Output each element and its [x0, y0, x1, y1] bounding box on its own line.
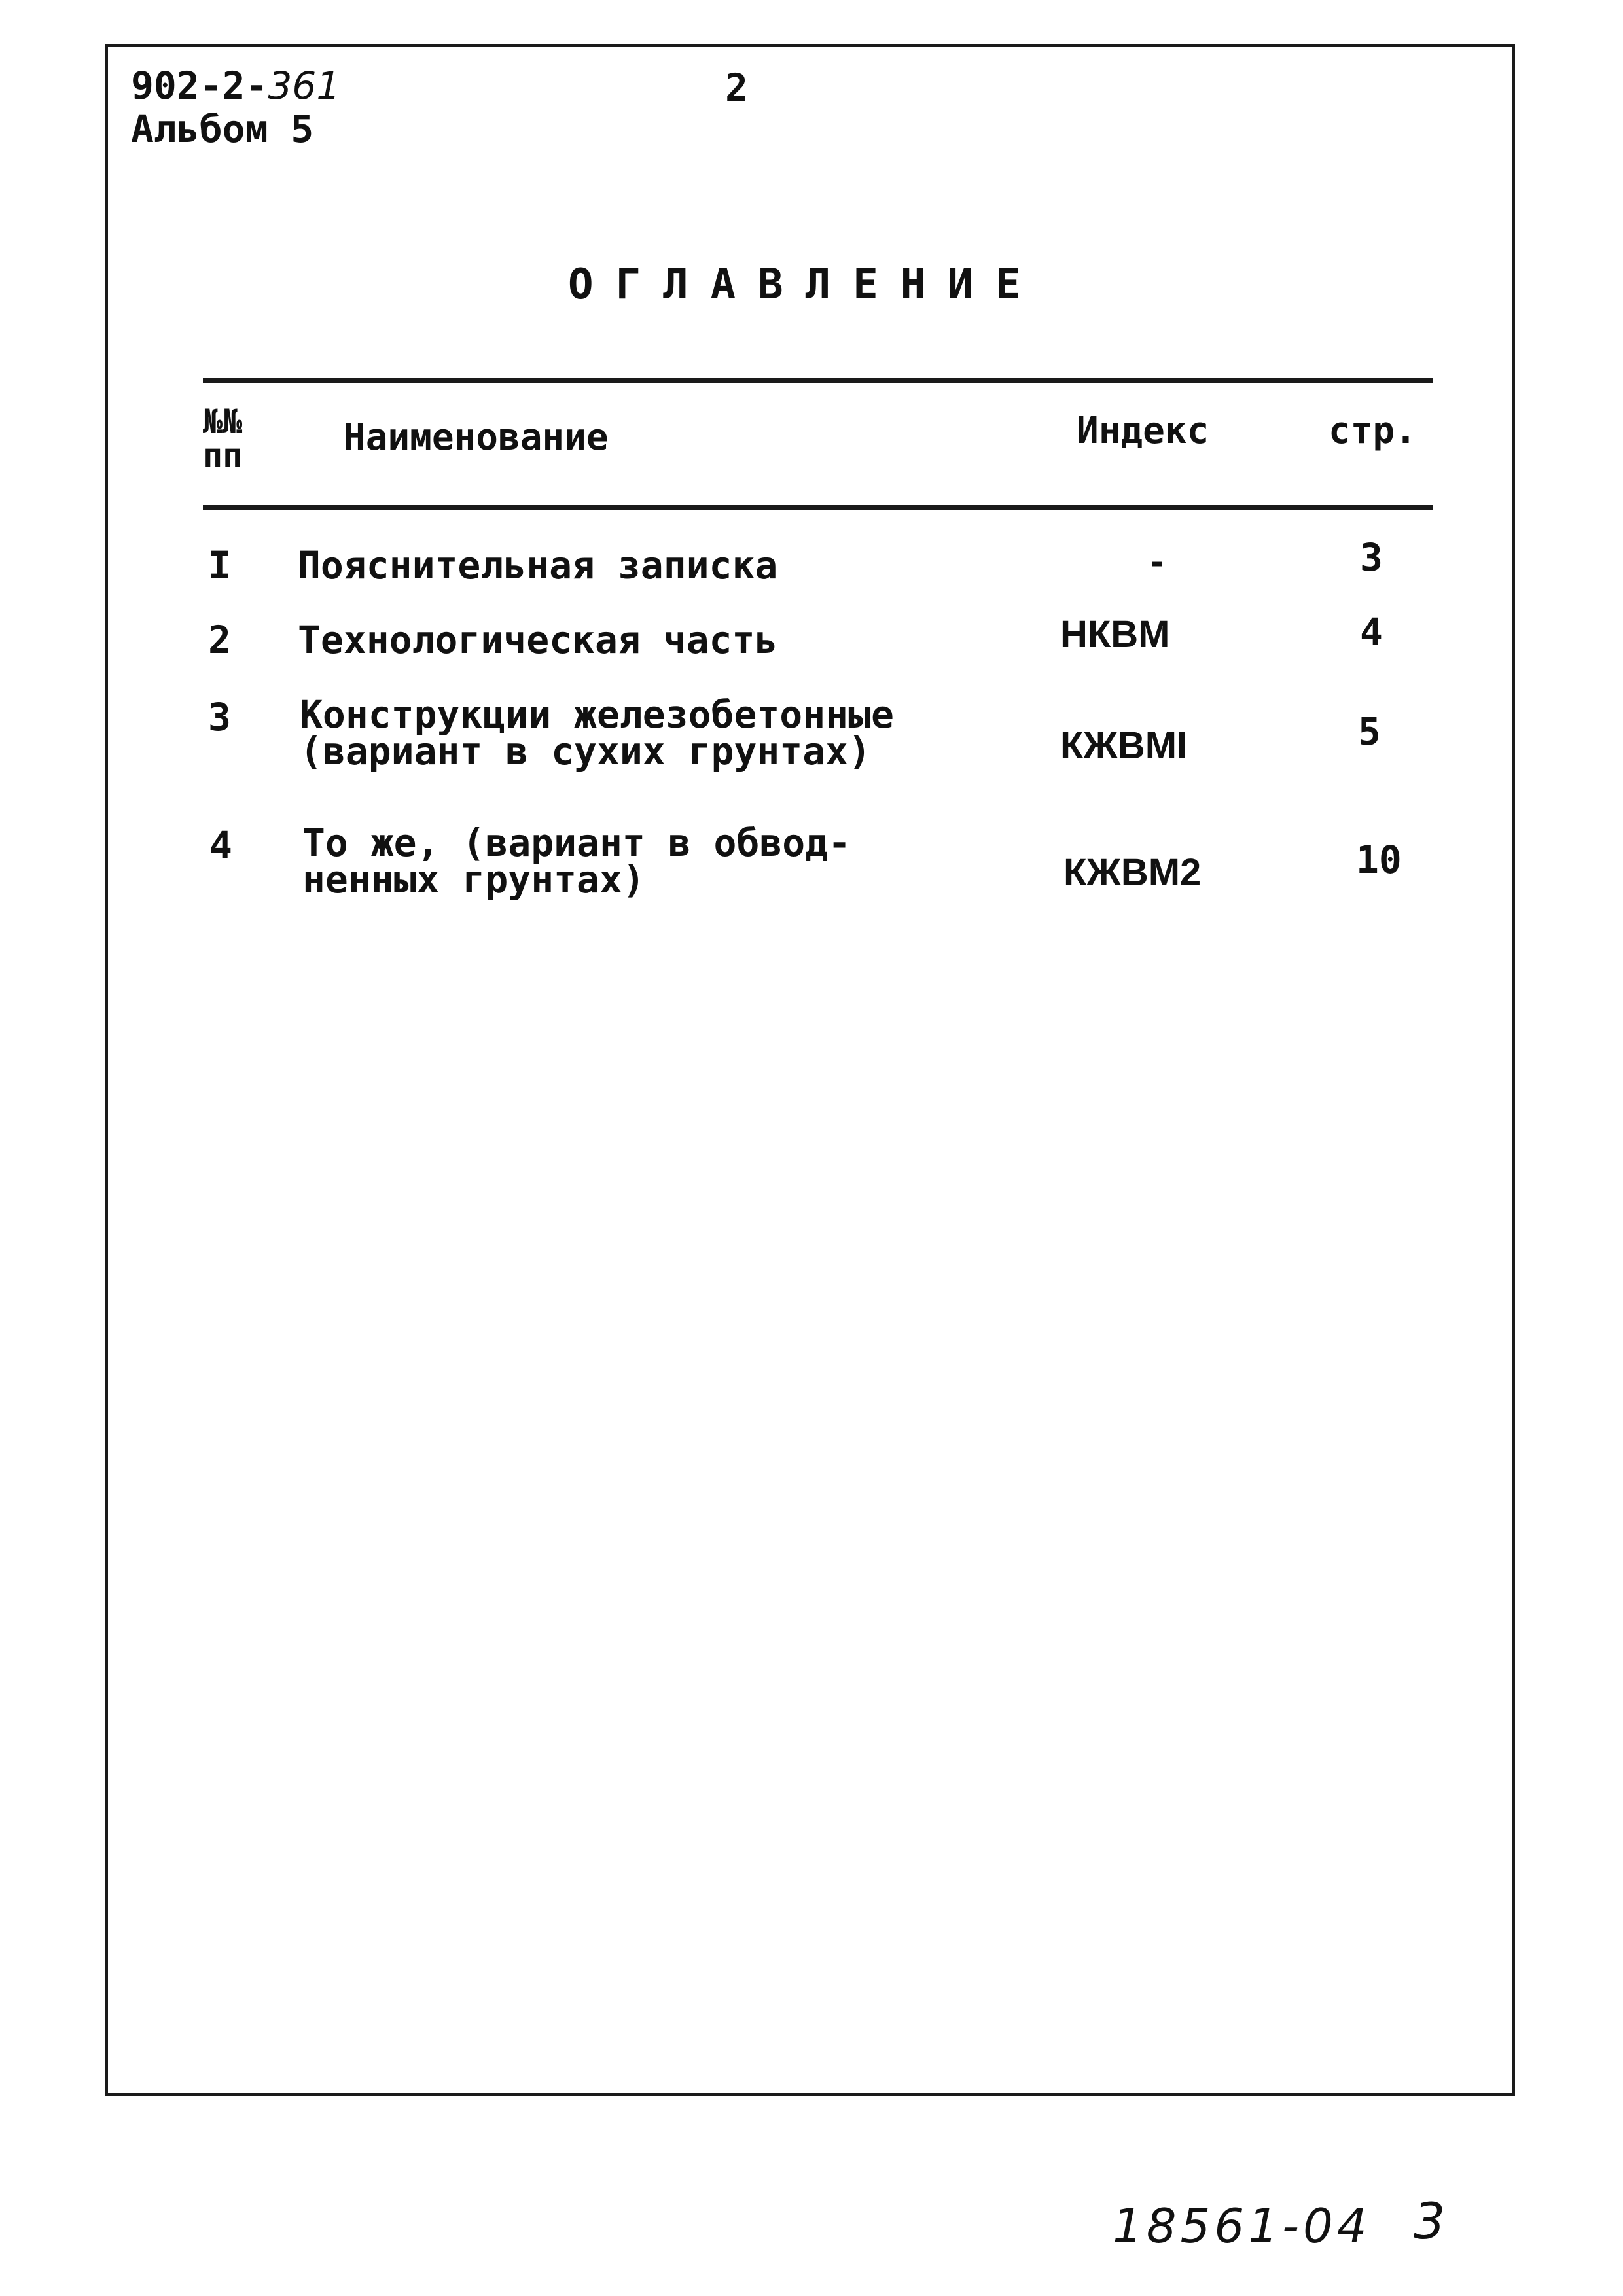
column-header-page: стр.	[1329, 410, 1417, 452]
column-header-index: Индекс	[1077, 410, 1209, 452]
row-name	[302, 821, 957, 902]
page-number: 2	[725, 65, 748, 110]
row-name-line2: (вариант в сухих грунтах)	[300, 729, 871, 773]
row-name-line1: То же, (вариант в обвод-	[302, 821, 851, 865]
row-name	[298, 618, 952, 662]
row-number: 4	[209, 823, 232, 868]
inventory-code: 18561-04	[1113, 2199, 1371, 2253]
document-code	[131, 65, 340, 106]
row-name-line1: Технологическая часть	[298, 618, 778, 662]
row-name	[300, 692, 954, 773]
row-number: 3	[208, 695, 231, 739]
document-code-printed: 902-2-	[131, 63, 268, 108]
column-header-name: Наименование	[344, 416, 609, 459]
row-index: -	[1150, 540, 1164, 582]
row-number: I	[208, 543, 231, 588]
row-name-line2: ненных грунтах)	[302, 857, 645, 902]
row-name-line1: Конструкции железобетонные	[300, 692, 894, 737]
row-index: КЖВМ2	[1063, 851, 1202, 894]
row-page: 10	[1356, 838, 1402, 882]
page-frame	[105, 44, 1515, 2096]
row-index: НКВМ	[1060, 613, 1170, 656]
table-top-rule	[203, 378, 1433, 383]
row-page: 4	[1360, 610, 1383, 654]
row-name	[298, 543, 952, 588]
row-number: 2	[208, 618, 231, 662]
row-page: 3	[1360, 535, 1383, 580]
column-header-number-line2: пп	[203, 436, 243, 474]
sheet-number: 3	[1414, 2192, 1446, 2250]
column-header-number-line1: №№	[203, 402, 243, 440]
row-index: КЖВМI	[1060, 724, 1188, 767]
document-code-handwritten: 361	[268, 63, 341, 108]
toc-title: ОГЛАВЛЕНИЕ	[568, 260, 1043, 309]
row-name-line1: Пояснительная записка	[298, 543, 778, 588]
row-page: 5	[1358, 709, 1381, 754]
album-label: Альбом 5	[131, 107, 314, 151]
table-header-rule	[203, 505, 1433, 510]
column-header-number	[203, 404, 262, 472]
